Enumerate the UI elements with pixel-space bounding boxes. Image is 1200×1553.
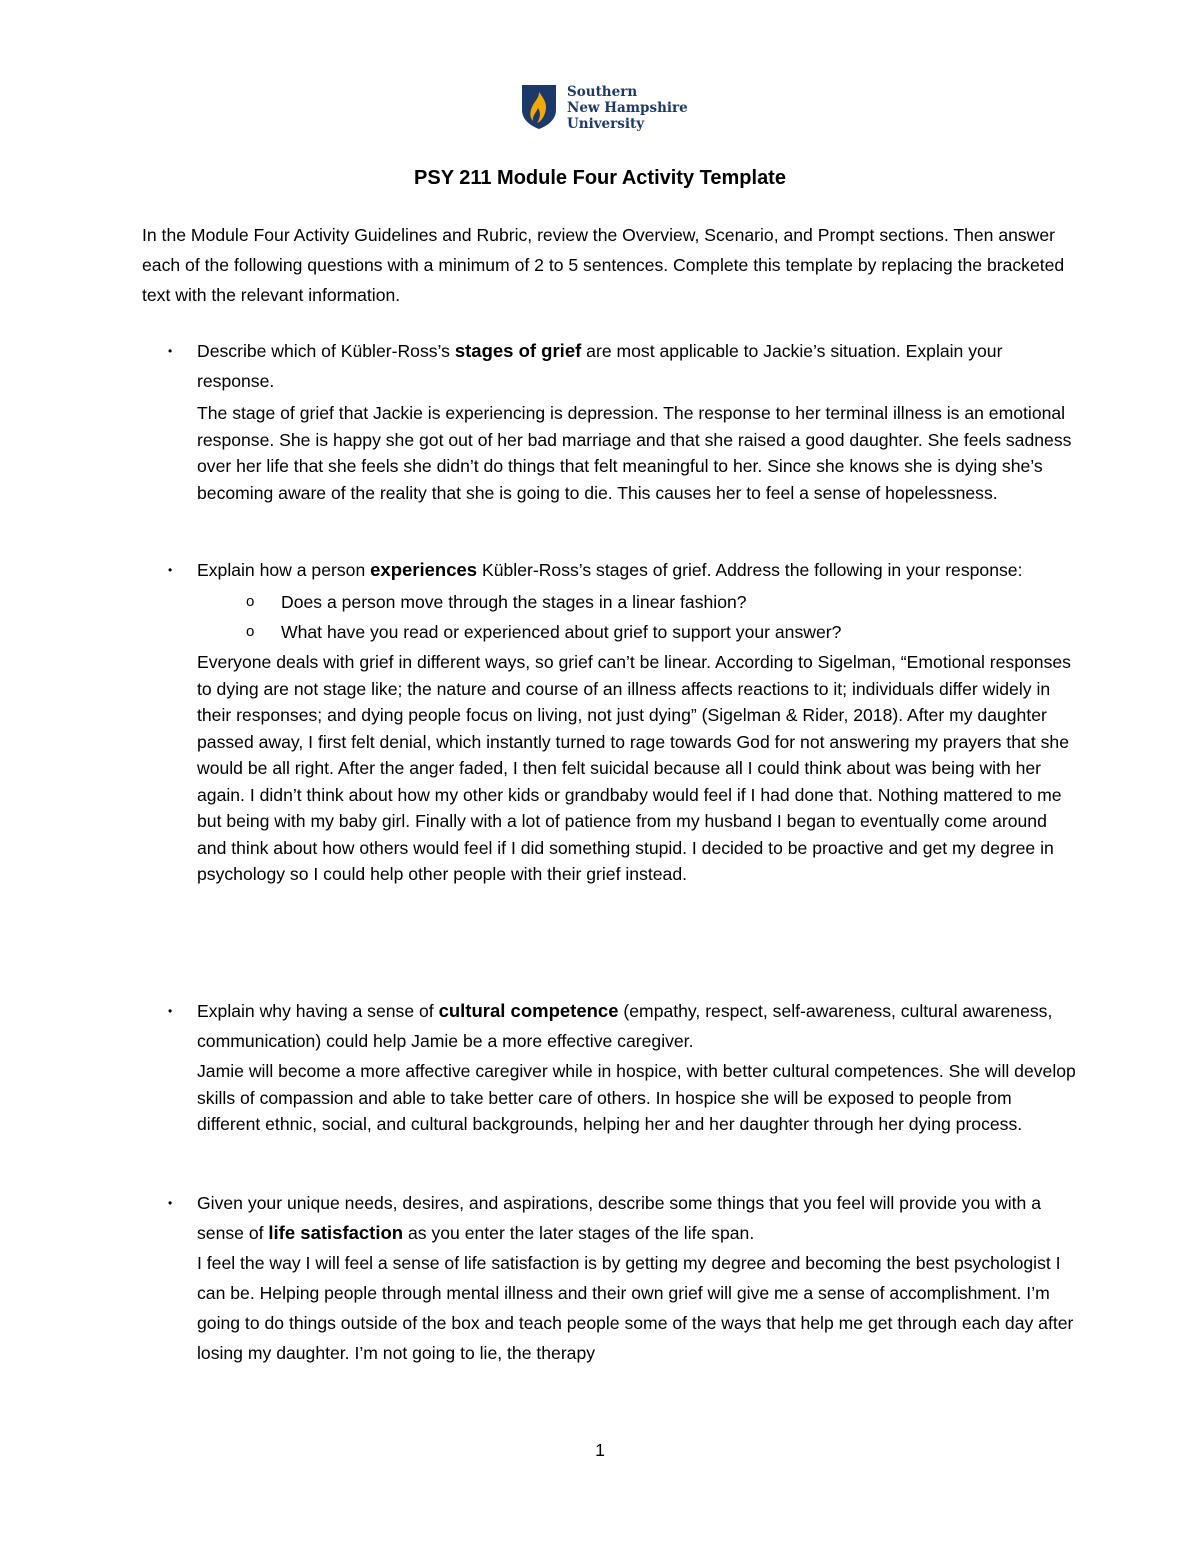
intro-paragraph: In the Module Four Activity Guidelines and Rubric, review the Overview, Scenario, and Prompt sections. Then answer each of the following questions with a minimum of 2 to 5 sentences. Complete this template by replacing the bracketed text with the relevant information. <box>142 225 1065 305</box>
prompt-text: (empathy, respect, self-awareness, cultural awareness, communication) could help Jamie be a more effective caregiver. <box>197 1001 1053 1051</box>
sub-bullet-icon: o <box>246 623 255 640</box>
page-title: PSY 211 Module Four Activity Template <box>414 167 786 189</box>
question-item-4 <box>168 1188 1077 1368</box>
bullet-icon: • <box>168 1196 173 1210</box>
sub-question-text: Does a person move through the stages in a linear fashion? <box>281 592 747 612</box>
university-logo <box>521 84 691 134</box>
sub-question-2 <box>197 617 1077 647</box>
bullet-icon: • <box>168 1004 173 1018</box>
prompt-keyword: stages of grief <box>454 340 582 361</box>
prompt-keyword: cultural competence <box>438 1000 619 1021</box>
question-prompt-1 <box>197 336 1077 396</box>
question-item-3 <box>168 996 1077 1138</box>
answer-3: Jamie will become a more affective caregiver while in hospice, with better cultural competences. She will develop skills of compassion and able to take better care of others. In hospice she will be exposed to people from different ethnic, social, and cultural backgrounds, helping her and her daughter through her dying process. <box>197 1061 1076 1134</box>
prompt-text: Kübler-Ross’s stages of grief. Address the following in your response: <box>477 560 1023 580</box>
prompt-keyword: experiences <box>370 559 478 580</box>
prompt-text: Describe which of Kübler-Ross’s <box>197 341 455 361</box>
shield-flame-icon <box>521 84 557 130</box>
question-prompt-3 <box>197 996 1077 1056</box>
logo-line-3: University <box>567 116 645 132</box>
prompt-text: Explain how a person <box>197 560 371 580</box>
bullet-icon: • <box>168 563 173 577</box>
prompt-text: are most applicable to Jackie’s situation. Explain your response. <box>197 341 1003 391</box>
prompt-text: as you enter the later stages of the life span. <box>403 1223 755 1243</box>
answer-1: The stage of grief that Jackie is experiencing is depression. The response to her terminal illness is an emotional response. She is happy she got out of her bad marriage and that she raised a good daughter. She feels sadness over her life that she feels she didn’t do things that felt meaningful to her. Since she knows she is dying she’s becoming aware of the reality that she is going to die. This causes her to feel a sense of hopelessness. <box>197 403 1072 503</box>
question-prompt-4 <box>197 1188 1077 1248</box>
answer-2: Everyone deals with grief in different ways, so grief can’t be linear. According to Sigelman, “Emotional responses to dying are not stage like; the nature and course of an illness affects reactions to it; individuals differ widely in their responses; and dying people focus on living, not just dying” (Sigelman & Rider, 2018). After my daughter passed away, I first felt denial, which instantly turned to rage towards God for not answering my prayers that she would be all right. After the anger faded, I then felt suicidal because all I could think about was being with her again. I didn’t think about how my other kids or grandbaby would feel if I had done that. Nothing mattered to me but being with my baby girl. Finally with a lot of patience from my husband I began to eventually come around and think about how others would feel if I did something stupid. I decided to be proactive and get my degree in psychology so I could help other people with their grief instead. <box>197 652 1071 884</box>
logo-wordmark <box>567 84 688 132</box>
question-item-1 <box>168 336 1077 506</box>
logo-line-2: New Hampshire <box>567 100 688 116</box>
sub-question-1 <box>197 587 1077 617</box>
sub-question-list <box>197 587 1077 647</box>
prompt-keyword: life satisfaction <box>268 1222 404 1243</box>
prompt-text: Explain why having a sense of <box>197 1001 439 1021</box>
question-prompt-2 <box>197 555 1077 585</box>
bullet-icon: • <box>168 344 173 358</box>
logo-line-1: Southern <box>567 84 638 100</box>
question-item-2 <box>168 555 1077 888</box>
page-number: 1 <box>595 1440 605 1460</box>
sub-bullet-icon: o <box>246 593 255 610</box>
sub-question-text: What have you read or experienced about grief to support your answer? <box>281 622 842 642</box>
answer-4: I feel the way I will feel a sense of life satisfaction is by getting my degree and becoming the best psychologist I can be. Helping people through mental illness and their own grief will give me a sense of accomplishment. I’m going to do things outside of the box and teach people some of the ways that help me get through each day after losing my daughter. I’m not going to lie, the therapy <box>197 1253 1074 1363</box>
prompt-text: Given your unique needs, desires, and aspirations, describe some things that you feel will provide you with a sense of <box>197 1193 1041 1243</box>
